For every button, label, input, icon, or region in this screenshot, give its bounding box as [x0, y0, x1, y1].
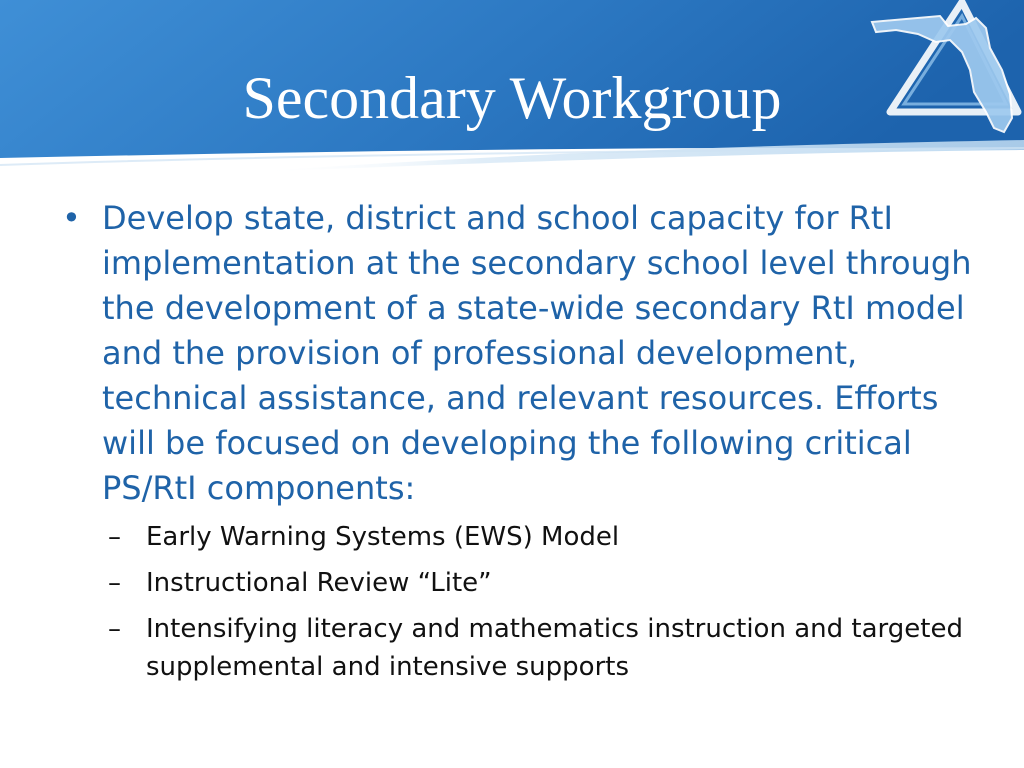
florida-state-triangle-logo-icon: [866, 0, 1024, 140]
sub-bullet-instructional-review: [108, 564, 982, 602]
sub-bullet-text: Early Warning Systems (EWS) Model: [146, 522, 620, 552]
main-bullet-text: Develop state, district and school capacity for RtI implementation at the secondary school level through the development of a state-wide secondary RtI model and the provision of professional development, technical assistance, and relevant resources. Efforts will be focused on developing the following critical PS/RtI components:: [102, 199, 972, 507]
dash-icon: –: [108, 614, 121, 644]
sub-bullet-text: Instructional Review “Lite”: [146, 568, 492, 598]
main-bullet: [62, 196, 982, 511]
dash-icon: –: [108, 522, 121, 552]
sub-bullet-ews: [108, 518, 982, 556]
sub-bullet-intensifying: [108, 610, 982, 686]
sub-bullet-list: [62, 518, 982, 686]
dash-icon: –: [108, 568, 121, 598]
slide-title: Secondary Workgroup: [242, 65, 782, 131]
bullet-icon: •: [62, 199, 81, 237]
content-area: [62, 196, 982, 694]
sub-bullet-text: Intensifying literacy and mathematics instruction and targeted supplemental and intensive supports: [146, 614, 963, 682]
